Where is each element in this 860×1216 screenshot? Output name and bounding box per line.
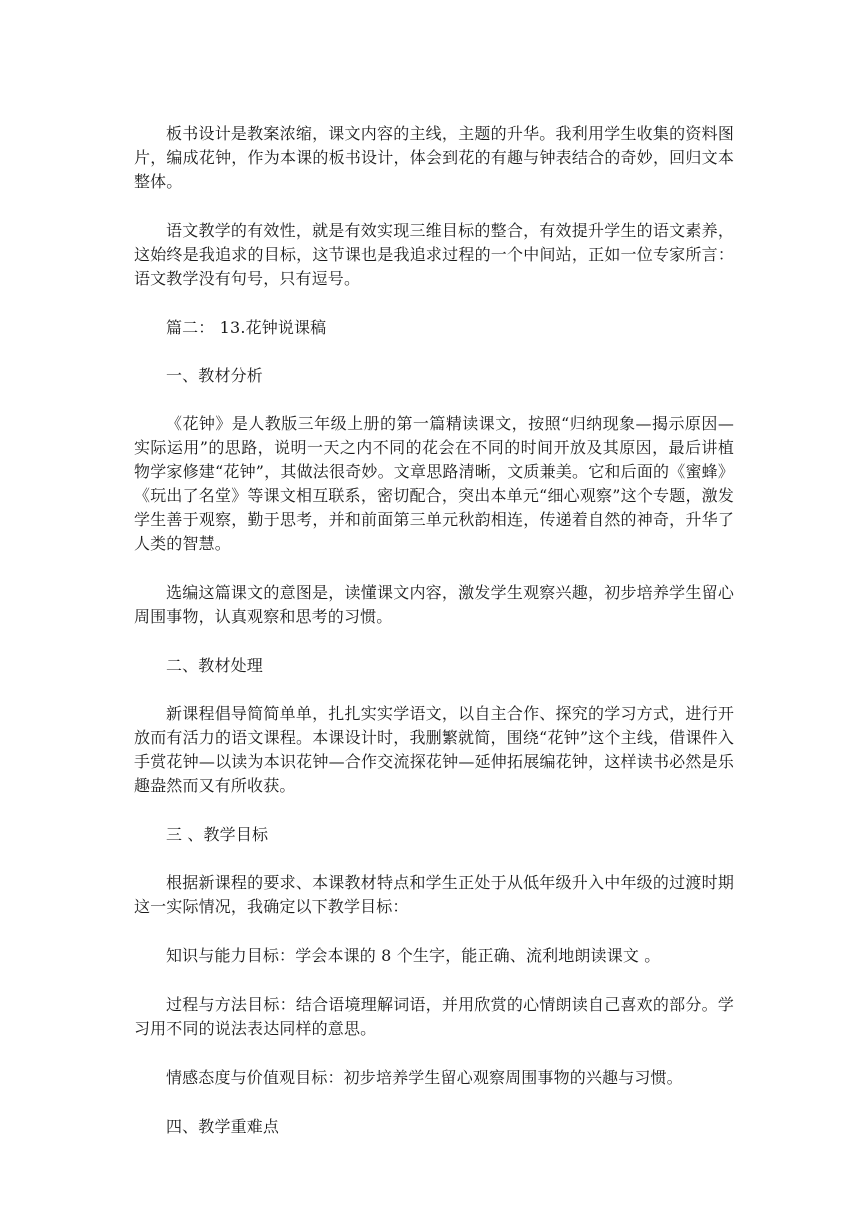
paragraph-selection-intent: 选编这篇课文的意图是，读懂课文内容，激发学生观察兴趣，初步培养学生留心周围事物，认真观察和思考的习惯。 bbox=[134, 583, 734, 626]
paragraph-board-design: 板书设计是教案浓缩，课文内容的主线，主题的升华。我利用学生收集的资料图片，编成花钟，作为本课的板书设计，体会到花的有趣与钟表结合的奇妙，回归文本整体。 bbox=[134, 124, 734, 191]
paragraph-goals-intro: 根据新课程的要求、本课教材特点和学生正处于从低年级升入中年级的过渡时期这一实际情况，我确定以下教学目标： bbox=[134, 873, 734, 916]
paragraph-goal-process: 过程与方法目标：结合语境理解词语，并用欣赏的心情朗读自己喜欢的部分。学习用不同的说法表达同样的意思。 bbox=[134, 995, 734, 1038]
paragraph-material-processing: 新课程倡导简简单单，扎扎实实学语文，以自主合作、探究的学习方式，进行开放而有活力的语文课程。本课设计时，我删繁就简，围绕“花钟”这个主线，借课件入手赏花钟—以读为本识花钟—合作交流探花钟—延伸拓展编花钟，这样读书必然是乐趣盎然而又有所收获。 bbox=[134, 704, 734, 795]
heading-key-points: 四、教学重难点 bbox=[166, 1117, 280, 1136]
paragraph-effectiveness: 语文教学的有效性，就是有效实现三维目标的整合，有效提升学生的语文素养，这始终是我追求的目标，这节课也是我追求过程的一个中间站，正如一位专家所言：语文教学没有句号，只有逗号。 bbox=[134, 221, 734, 288]
heading-material-processing: 二、教材处理 bbox=[166, 656, 263, 675]
heading-teaching-goals: 三 、教学目标 bbox=[166, 825, 269, 844]
document-body bbox=[134, 122, 734, 1163]
paragraph-material-analysis: 《花钟》是人教版三年级上册的第一篇精读课文，按照“归纳现象—揭示原因—实际运用”的思路，说明一天之内不同的花会在不同的时间开放及其原因，最后讲植物学家修建“花钟”，其做法很奇妙。文章思路清晰，文质兼美。它和后面的《蜜蜂》《玩出了名堂》等课文相互联系，密切配合，突出本单元“细心观察”这个专题，激发学生善于观察，勤于思考，并和前面第三单元秋韵相连，传递着自然的神奇，升华了人类的智慧。 bbox=[134, 414, 734, 553]
paragraph-goal-knowledge: 知识与能力目标：学会本课的 8 个生字，能正确、流利地朗读课文 。 bbox=[166, 946, 661, 965]
section-title-part-two: 篇二： 13.花钟说课稿 bbox=[166, 318, 327, 337]
paragraph-goal-emotion: 情感态度与价值观目标：初步培养学生留心观察周围事物的兴趣与习惯。 bbox=[166, 1068, 683, 1087]
heading-material-analysis: 一、教材分析 bbox=[166, 366, 263, 385]
